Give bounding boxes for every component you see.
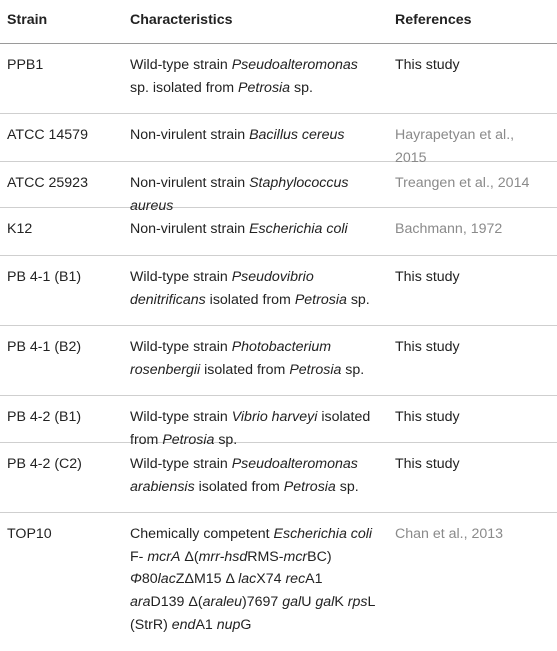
table-row xyxy=(0,256,557,326)
table-row xyxy=(0,162,557,214)
strain-cell: PB 4-1 (B2) xyxy=(7,339,82,355)
reference-cell: This study xyxy=(395,269,460,285)
strain-cell: PPB1 xyxy=(7,57,44,73)
strain-cell: PB 4-2 (C2) xyxy=(7,456,82,472)
table-row xyxy=(0,443,557,513)
header-characteristics: Characteristics xyxy=(130,12,233,28)
table-row xyxy=(0,326,557,396)
strain-cell: PB 4-2 (B1) xyxy=(7,409,82,425)
characteristics-cell: Wild-type strain Pseudovibrio denitrificans isolated from Petrosia sp. xyxy=(130,269,370,308)
strain-cell: ATCC 25923 xyxy=(7,175,88,191)
reference-cell: This study xyxy=(395,456,460,472)
reference-link[interactable]: Chan et al., 2013 xyxy=(395,526,504,542)
characteristics-cell: Non-virulent strain Escherichia coli xyxy=(130,221,348,237)
table-body xyxy=(0,44,557,647)
reference-cell: This study xyxy=(395,409,460,425)
table-row xyxy=(0,513,557,647)
characteristics-cell: Wild-type strain Pseudoalteromonas arabiensis isolated from Petrosia sp. xyxy=(130,456,359,495)
reference-cell: This study xyxy=(395,339,460,355)
strain-cell: TOP10 xyxy=(7,526,52,542)
table-row xyxy=(0,114,557,166)
characteristics-cell: Chemically competent Escherichia coli F- mcrA Δ(mrr-hsdRMS-mcrBC) Φ80lacZΔM15 Δ lacX74 recA1 araD139 Δ(araleu)7697 galU galK rpsL (StrR) endA1 nupG xyxy=(130,526,375,633)
table-row xyxy=(0,396,557,448)
table-row xyxy=(0,44,557,114)
header-references: References xyxy=(395,12,472,28)
strain-cell: K12 xyxy=(7,221,33,237)
characteristics-cell: Non-virulent strain Bacillus cereus xyxy=(130,127,345,143)
header-strain: Strain xyxy=(7,12,48,28)
strain-cell: ATCC 14579 xyxy=(7,127,88,143)
reference-link[interactable]: Bachmann, 1972 xyxy=(395,221,503,237)
characteristics-cell: Wild-type strain Pseudoalteromonas sp. isolated from Petrosia sp. xyxy=(130,57,358,96)
reference-link[interactable]: Treangen et al., 2014 xyxy=(395,175,530,191)
reference-cell: This study xyxy=(395,57,460,73)
table-header xyxy=(0,0,557,44)
characteristics-cell: Non-virulent strain Staphylococcus aureus xyxy=(130,175,349,214)
characteristics-cell: Wild-type strain Vibrio harveyi isolated from Petrosia sp. xyxy=(130,409,371,448)
reference-link[interactable]: Hayrapetyan et al., 2015 xyxy=(395,127,515,166)
strain-cell: PB 4-1 (B1) xyxy=(7,269,82,285)
table-row xyxy=(0,208,557,256)
characteristics-cell: Wild-type strain Photobacterium rosenbergii isolated from Petrosia sp. xyxy=(130,339,365,378)
